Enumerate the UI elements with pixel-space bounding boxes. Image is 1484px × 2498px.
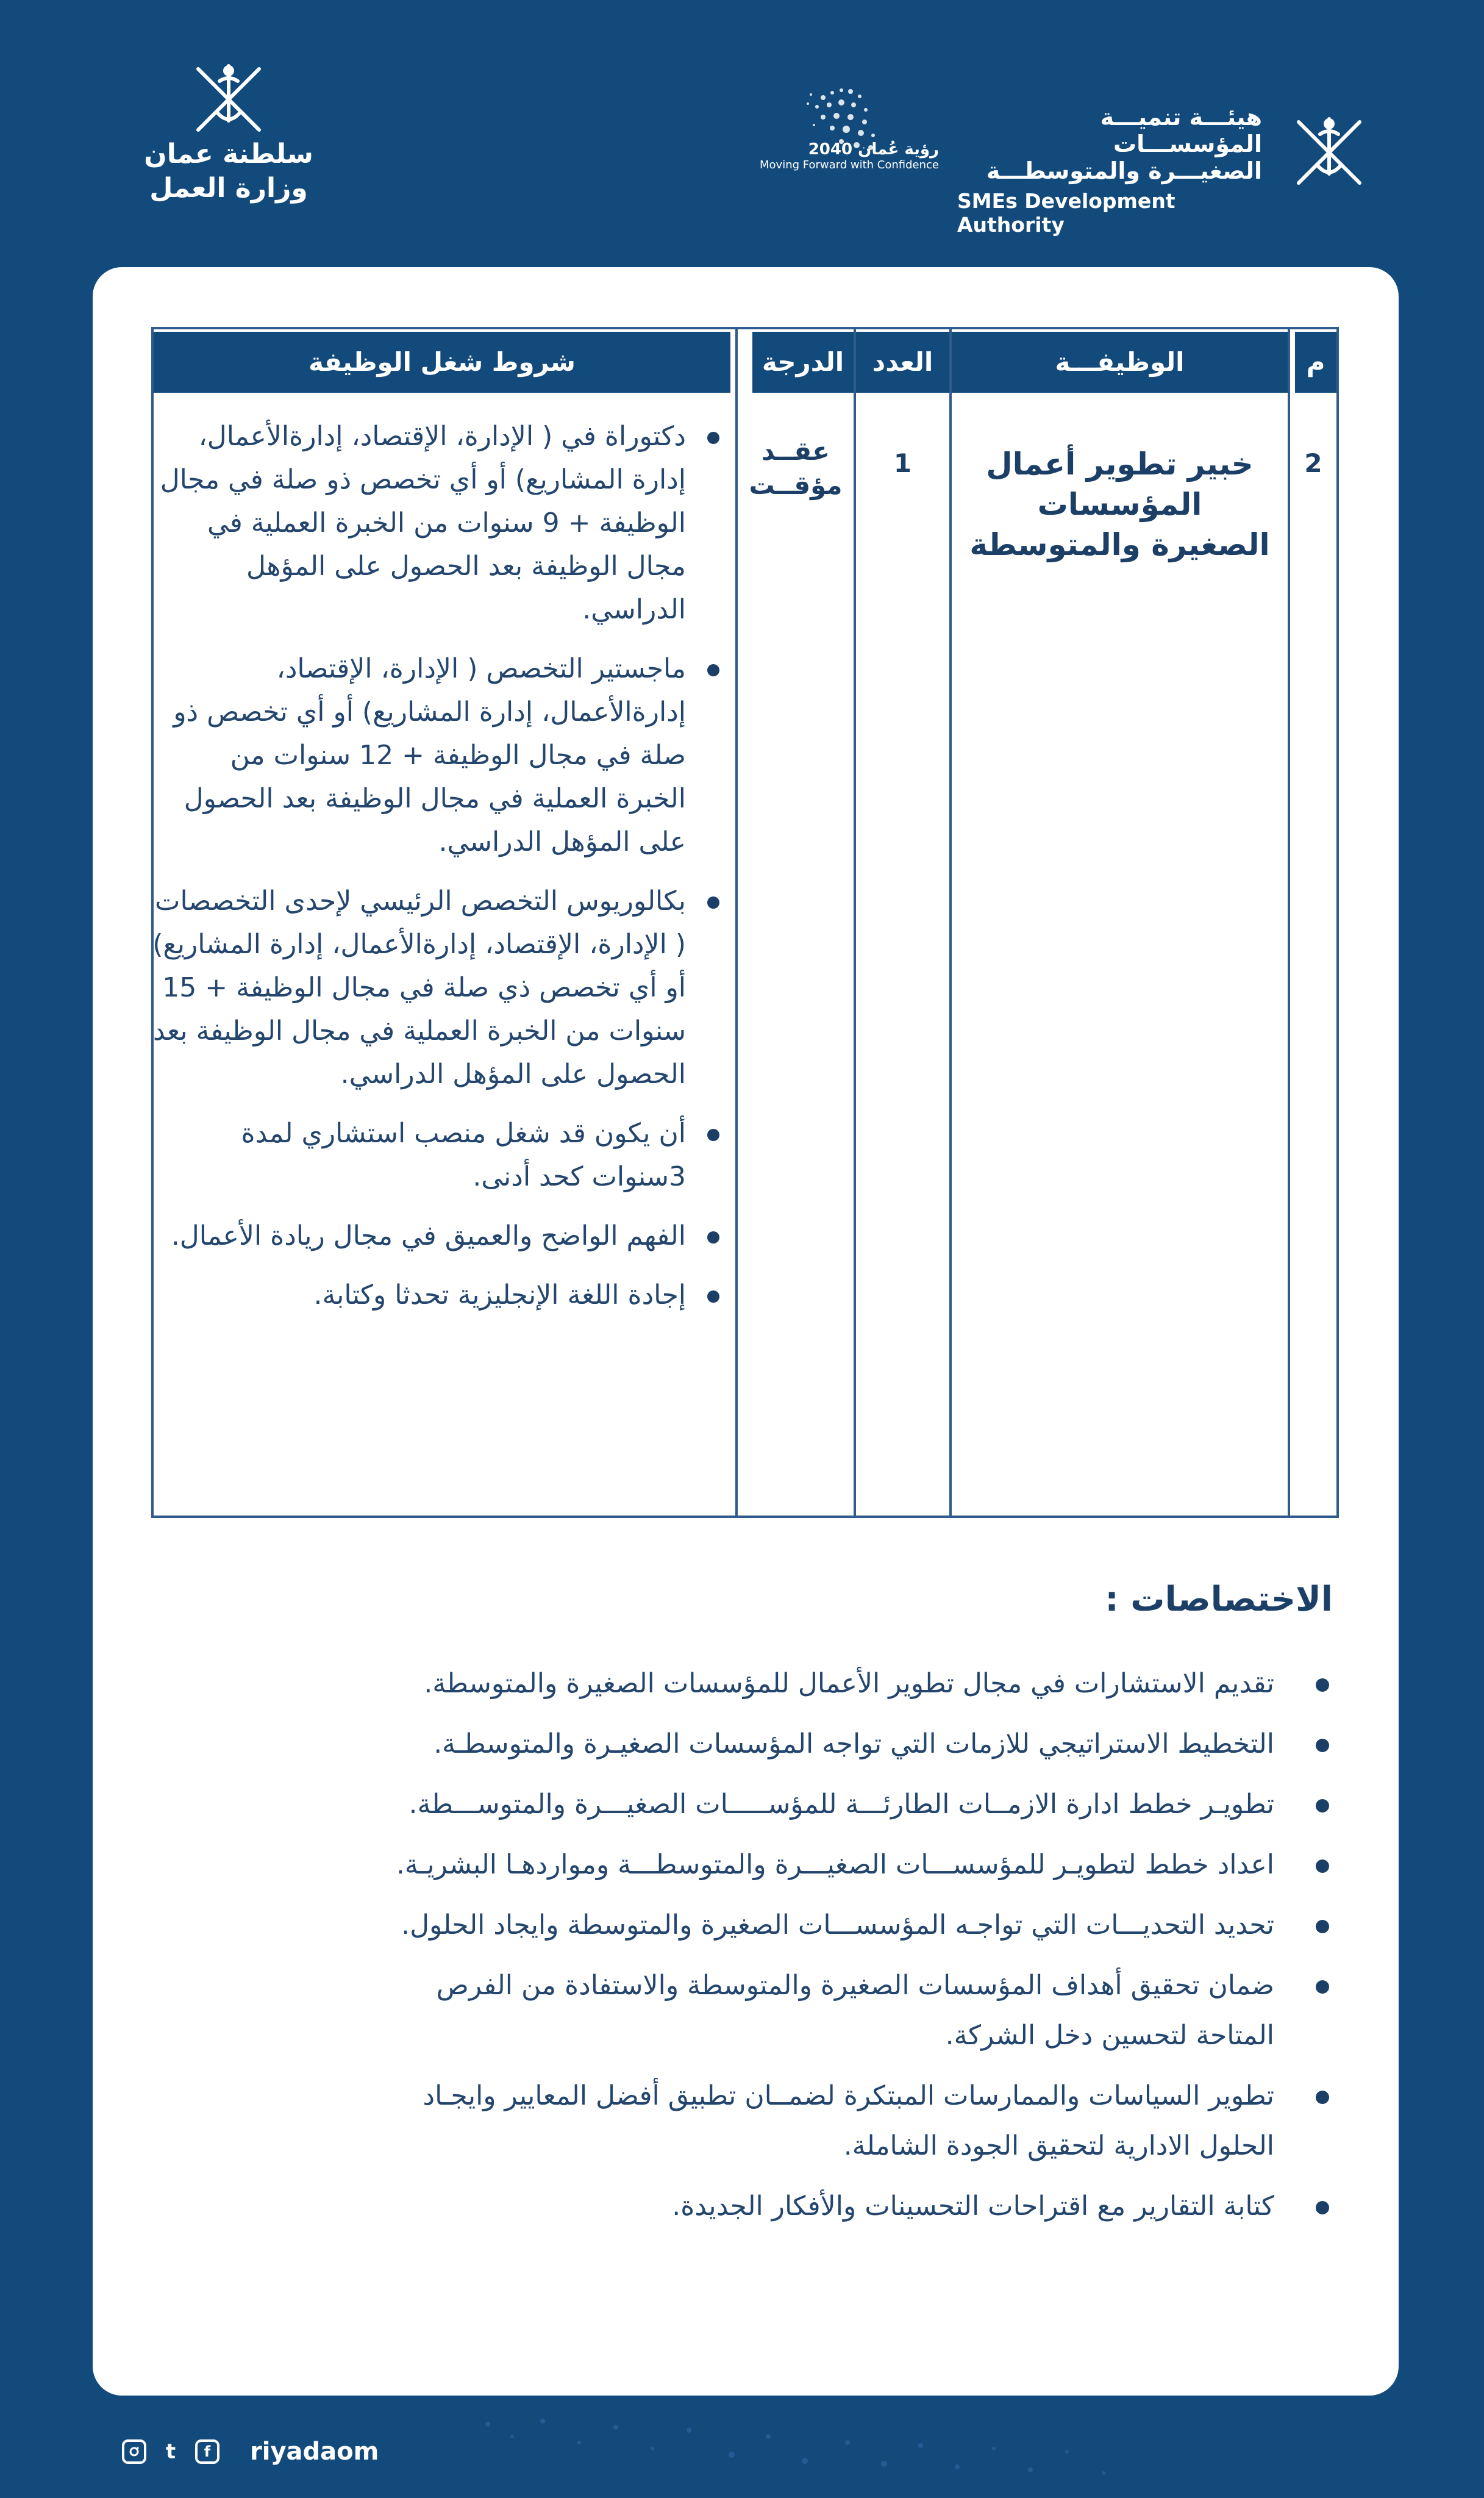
header-grade: الدرجة — [752, 332, 854, 393]
ministry-line2: وزارة العمل — [149, 173, 308, 204]
sme-authority-name — [957, 104, 1262, 237]
sme-ar-line1: هيئـــة تنميـــة المؤسســـات — [1100, 104, 1262, 157]
header-index: م — [1295, 332, 1336, 393]
sme-en-name: SMEs Development Authority — [957, 189, 1175, 237]
header-count: العدد — [856, 332, 949, 393]
condition-item: الفهم الواضح والعميق في مجال ريادة الأعمال. — [152, 1214, 719, 1258]
header-conditions: شروط شغل الوظيفة — [154, 332, 730, 393]
vision-en: Moving Forward with Confidence — [760, 159, 939, 171]
duties-title: الاختصاصات : — [1105, 1580, 1333, 1619]
ministry-name — [134, 137, 323, 206]
duty-item: اعداد خطط لتطويـر للمؤسســـات الصغيـــرة والمتوسطـــة ومواردهـا البشريـة. — [366, 1840, 1329, 1890]
header-job: الوظيفـــة — [952, 332, 1288, 393]
instagram-icon[interactable] — [122, 2439, 146, 2464]
decorative-dots — [427, 2400, 1158, 2491]
conditions-list — [152, 415, 719, 1333]
vision-ar: رؤية عُمان 2040 — [808, 140, 939, 159]
table-divider — [735, 327, 738, 1518]
row-grade — [738, 434, 854, 503]
social-footer — [122, 2433, 379, 2470]
grade-line2: مؤقــت — [749, 470, 843, 500]
condition-item: دكتوراة في ( الإدارة، الإقتصاد، إدارةالأعمال، إدارة المشاريع) أو أي تخصص ذو صلة في مجال الوظيفة + 9 سنوات من الخبرة العملية في مجال الوظيفة بعد الحصول على المؤهل الدراسي. — [152, 415, 719, 631]
condition-item: بكالوريوس التخصص الرئيسي لإحدى التخصصات ( الإدارة، الإقتصاد، إدارةالأعمال، إدارة المشاريع) أو أي تخصص ذي صلة في مجال الوظيفة + 15 سنوات من الخبرة العملية في مجال الوظيفة بعد الحصول على المؤهل الدراسي. — [152, 879, 719, 1096]
duty-item: التخطيط الاستراتيجي للازمات التي تواجه المؤسسات الصغيـرة والمتوسطـة. — [366, 1719, 1329, 1769]
table-border-right — [1336, 327, 1339, 1518]
oman-emblem-icon — [1286, 107, 1372, 192]
duties-list — [366, 1659, 1329, 2242]
duty-item: تطويـر خطط ادارة الازمــات الطارئـــة للمؤســـــات الصغيـــرة والمتوســـطة. — [366, 1780, 1329, 1830]
duty-item: تقديم الاستشارات في مجال تطوير الأعمال للمؤسسات الصغيرة والمتوسطة. — [366, 1659, 1329, 1709]
grade-line1: عقــد — [762, 436, 830, 466]
job-line2: المؤسسات — [1037, 487, 1202, 522]
facebook-icon[interactable]: f — [195, 2439, 219, 2464]
oman-emblem-icon — [186, 54, 271, 139]
social-handle[interactable]: riyadaom — [250, 2438, 379, 2466]
row-job-title — [952, 444, 1288, 565]
job-line1: خبير تطوير أعمال — [986, 446, 1254, 482]
table-divider — [854, 327, 856, 1518]
table-border-bottom — [151, 1516, 1339, 1518]
row-count: 1 — [893, 448, 912, 478]
table-divider — [1288, 327, 1290, 1518]
duty-item: ضمان تحقيق أهداف المؤسسات الصغيرة والمتوسطة والاستفادة من الفرص المتاحة لتحسين دخل الشركة. — [366, 1961, 1329, 2061]
twitter-icon[interactable]: t — [165, 2439, 176, 2464]
duty-item: تحديد التحديـــات التي تواجـه المؤسســـات الصغيرة والمتوسطة وايجاد الحلول. — [366, 1900, 1329, 1950]
ministry-line1: سلطنة عمان — [144, 138, 313, 170]
condition-item: إجادة اللغة الإنجليزية تحدثا وكتابة. — [152, 1273, 719, 1317]
sme-ar-line2: الصغيـــرة والمتوسطـــة — [986, 157, 1262, 184]
condition-item: أن يكون قد شغل منصب استشاري لمدة 3سنوات كحد أدنى. — [152, 1112, 719, 1198]
duty-item: تطوير السياسات والممارسات المبتكرة لضمــان تطبيق أفضل المعايير وايجـاد الحلول الادارية لتحقيق الجودة الشاملة. — [366, 2071, 1329, 2171]
duty-item: كتابة التقارير مع اقتراحات التحسينات والأفكار الجديدة. — [366, 2181, 1329, 2231]
job-line3: الصغيرة والمتوسطة — [969, 527, 1270, 562]
vision-caption — [689, 140, 945, 171]
row-index: 2 — [1304, 448, 1322, 478]
table-border-top — [151, 327, 1339, 329]
condition-item: ماجستير التخصص ( الإدارة، الإقتصاد، إدارةالأعمال، إدارة المشاريع) أو أي تخصص ذو صلة في مجال الوظيفة + 12 سنوات من الخبرة العملية في مجال الوظيفة بعد الحصول على المؤهل الدراسي. — [152, 647, 719, 864]
